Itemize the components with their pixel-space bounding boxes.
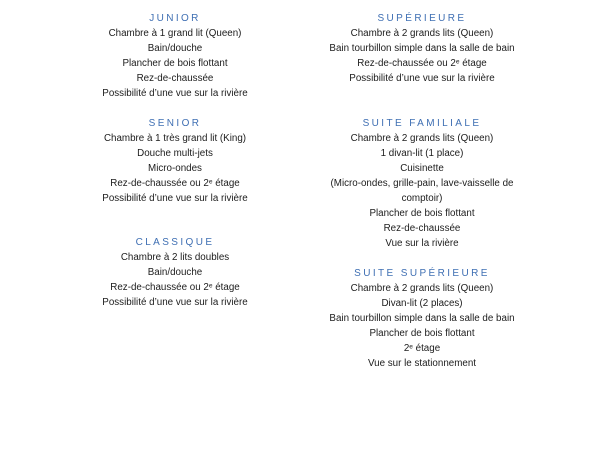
- room-feature: Douche multi-jets: [137, 148, 213, 159]
- spacer: [80, 206, 270, 234]
- room-title: SUPÉRIEURE: [377, 13, 467, 24]
- room-feature: Divan-lit (2 places): [381, 298, 463, 309]
- room-title: SENIOR: [148, 118, 202, 129]
- room-feature: Chambre à 2 grands lits (Queen): [350, 133, 494, 144]
- room-feature: 1 divan-lit (1 place): [380, 148, 464, 159]
- room-suite-familiale: [312, 117, 532, 251]
- room-feature: Cuisinette: [400, 163, 444, 174]
- room-feature: Possibilité d’une vue sur la rivière: [102, 193, 248, 204]
- room-feature: Micro-ondes: [148, 163, 202, 174]
- room-feature: Chambre à 1 très grand lit (King): [103, 133, 247, 144]
- left-column: [80, 10, 270, 310]
- room-feature: Possibilité d’une vue sur la rivière: [349, 73, 495, 84]
- room-title: SUITE SUPÉRIEURE: [354, 268, 490, 279]
- room-title: SUITE FAMILIALE: [362, 118, 482, 129]
- room-feature: Plancher de bois flottant: [369, 208, 475, 219]
- room-title: JUNIOR: [149, 13, 201, 24]
- room-feature: Rez-de-chaussée ou 2ᵉ étage: [110, 178, 240, 189]
- room-feature: Bain tourbillon simple dans la salle de bain: [329, 43, 515, 54]
- right-column: [312, 10, 532, 371]
- room-feature: Plancher de bois flottant: [369, 328, 475, 339]
- room-feature: Rez-de-chaussée: [136, 73, 214, 84]
- room-feature: Rez-de-chaussée ou 2ᵉ étage: [357, 58, 487, 69]
- room-feature: Vue sur la rivière: [385, 238, 459, 249]
- room-feature: Rez-de-chaussée: [383, 223, 461, 234]
- room-feature: Bain tourbillon simple dans la salle de bain: [329, 313, 515, 324]
- room-feature: Bain/douche: [147, 267, 203, 278]
- room-feature: Chambre à 2 grands lits (Queen): [350, 283, 494, 294]
- room-feature: Chambre à 2 grands lits (Queen): [350, 28, 494, 39]
- spacer: [312, 86, 532, 115]
- room-feature: Chambre à 1 grand lit (Queen): [108, 28, 242, 39]
- room-senior: [80, 117, 270, 206]
- room-feature: 2ᵉ étage: [403, 343, 441, 354]
- spacer: [312, 251, 532, 265]
- room-feature: Vue sur le stationnement: [367, 358, 476, 369]
- room-feature: Possibilité d’une vue sur la rivière: [102, 297, 248, 308]
- room-title: CLASSIQUE: [135, 237, 215, 248]
- room-suite-superieure: [312, 267, 532, 371]
- room-feature: Possibilité d’une vue sur la rivière: [102, 88, 248, 99]
- room-feature: Chambre à 2 lits doubles: [120, 252, 230, 263]
- spacer: [80, 101, 270, 115]
- room-feature: Rez-de-chaussée ou 2ᵉ étage: [110, 282, 240, 293]
- room-junior: [80, 12, 270, 101]
- room-classique: [80, 236, 270, 310]
- room-feature: Bain/douche: [147, 43, 203, 54]
- room-feature: Plancher de bois flottant: [122, 58, 228, 69]
- room-superieure: [312, 12, 532, 86]
- room-feature: (Micro-ondes, grille-pain, lave-vaisselle de comptoir): [330, 178, 514, 204]
